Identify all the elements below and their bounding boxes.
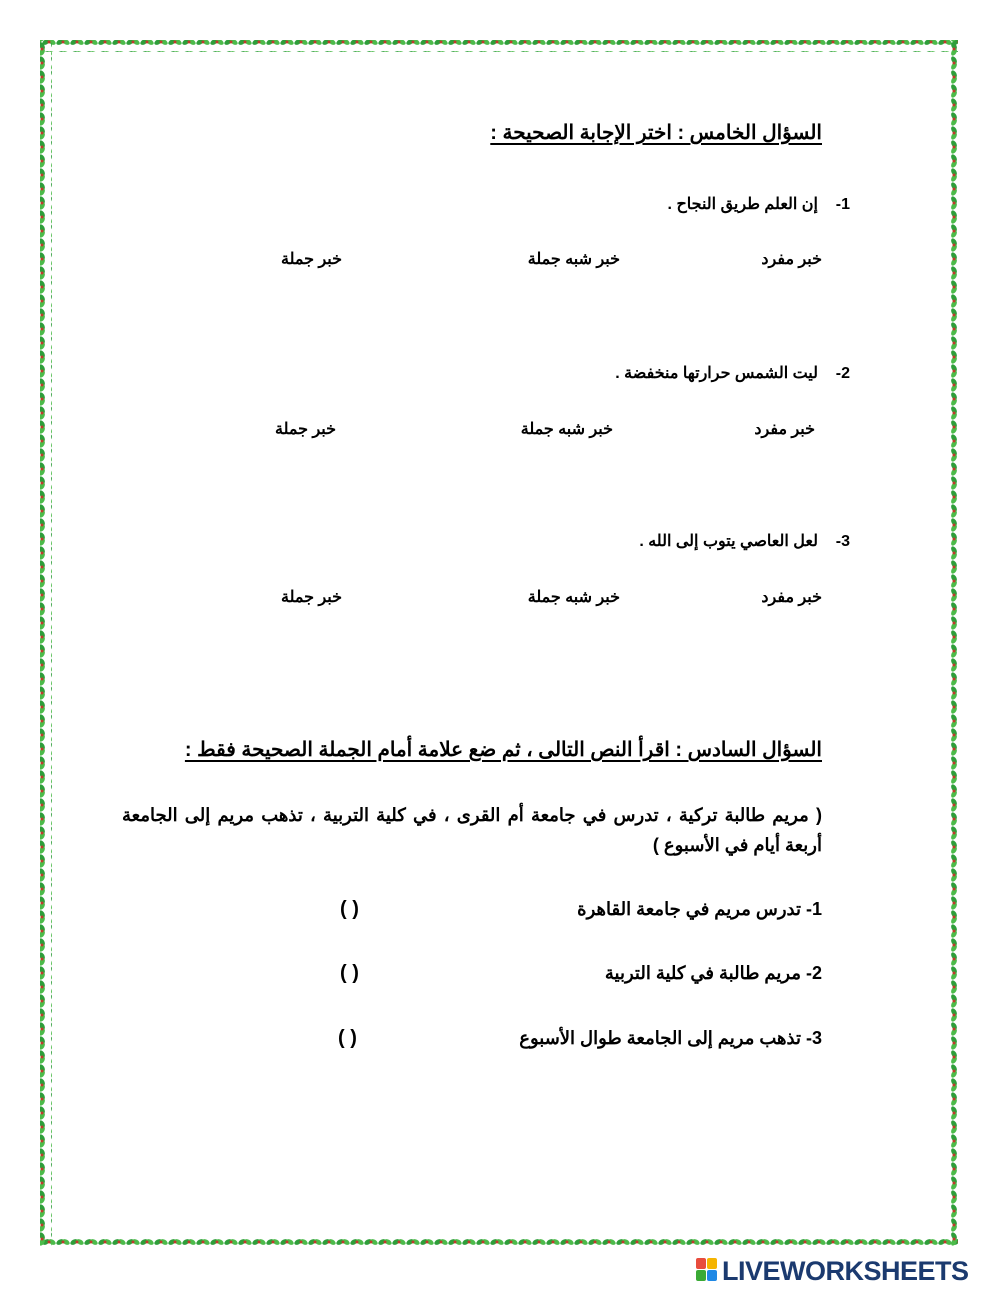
- question-2-option-sentence[interactable]: خبر جملة: [274, 421, 336, 438]
- question-3-option-single[interactable]: خبر مفرد: [761, 589, 822, 606]
- question-2-option-semi-sentence[interactable]: خبر شبه جملة: [520, 421, 613, 438]
- liveworksheets-logo: [696, 1256, 996, 1286]
- question-1-option-single[interactable]: خبر مفرد: [761, 251, 822, 268]
- statement-1-answer-box[interactable]: ( ): [340, 898, 359, 920]
- statement-2-text: 2- مريم طالبة في كلية التربية: [604, 963, 822, 983]
- statement-3-text: 3- تذهب مريم إلى الجامعة طوال الأسبوع: [519, 1028, 822, 1048]
- question-1-number: 1-: [835, 196, 850, 213]
- question-2-text: ليت الشمس حرارتها منخفضة .: [615, 365, 818, 382]
- section6-title: السؤال السادس : اقرأ النص التالى ، ثم ضع علامة أمام الجملة الصحيحة فقط :: [184, 739, 822, 761]
- question-1-text: إن العلم طريق النجاح .: [667, 196, 818, 213]
- section5-title: السؤال الخامس : اختر الإجابة الصحيحة :: [490, 122, 822, 144]
- question-1-option-semi-sentence[interactable]: خبر شبه جملة: [527, 251, 620, 268]
- question-2-number: 2-: [835, 365, 850, 382]
- statement-3-answer-box[interactable]: ( ): [338, 1027, 357, 1049]
- question-3-number: 3-: [835, 533, 850, 550]
- liveworksheets-logo-text: LIVEWORKSHEETS: [722, 1256, 969, 1286]
- question-1-option-sentence[interactable]: خبر جملة: [280, 251, 342, 268]
- question-2-option-single[interactable]: خبر مفرد: [754, 421, 815, 438]
- statement-1-text: 1- تدرس مريم في جامعة القاهرة: [577, 899, 822, 919]
- question-3-option-sentence[interactable]: خبر جملة: [280, 589, 342, 606]
- question-3-option-semi-sentence[interactable]: خبر شبه جملة: [527, 589, 620, 606]
- statement-2-answer-box[interactable]: ( ): [340, 962, 359, 984]
- liveworksheets-logo-icon: [696, 1258, 718, 1282]
- reading-passage: ( مريم طالبة تركية ، تدرس في جامعة أم القرى ، في كلية التربية ، تذهب مريم إلى الجامعة أربعة أيام في الأسبوع ): [122, 805, 822, 855]
- question-3-text: لعل العاصي يتوب إلى الله .: [639, 533, 818, 550]
